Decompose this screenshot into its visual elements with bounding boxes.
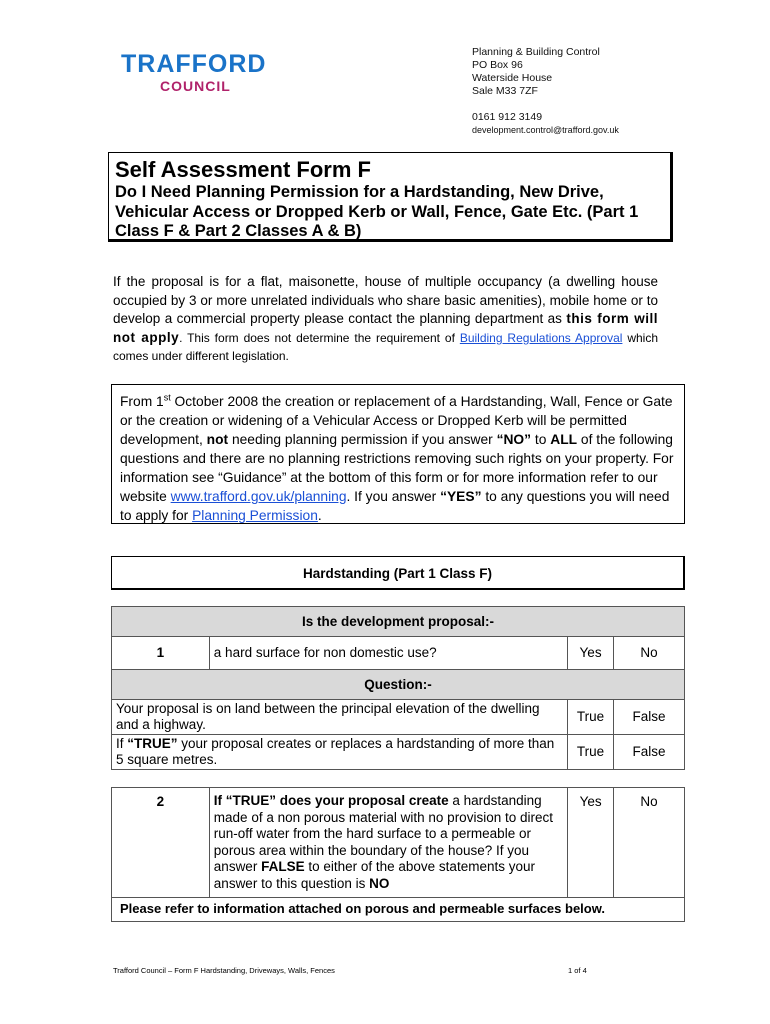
- question-text-part: to either of the above statements your answer to this question is: [213, 859, 535, 891]
- true-option[interactable]: True: [568, 700, 614, 735]
- phone-number: 0161 912 3149: [472, 111, 543, 123]
- address-line: Waterside House: [472, 72, 553, 84]
- question-bold: If “TRUE” does your proposal create: [213, 793, 449, 808]
- intro-text: If the proposal is for a flat, maisonette, house of multiple occupancy (a dwelling house occupied by 3 or more unrelated individuals who share basic amenities), mobile home or to develop a commercial property please contact the planning department as: [113, 274, 658, 326]
- notice-bold: “NO”: [496, 432, 532, 447]
- question-table-2: [111, 787, 685, 922]
- question-text: a hard surface for non domestic use?: [209, 637, 567, 670]
- question-table-1: [111, 606, 685, 770]
- notice-text: to any questions you will need to apply for: [120, 489, 670, 523]
- notice-text: . If you answer: [346, 489, 441, 504]
- table-header: Is the development proposal:-: [112, 607, 685, 637]
- notice-bold: not: [206, 432, 229, 447]
- address-block: [472, 46, 619, 137]
- question-text: [209, 788, 567, 898]
- council-logo-name: TRAFFORD: [121, 50, 267, 78]
- address-line: Planning & Building Control: [472, 46, 600, 58]
- yes-option[interactable]: Yes: [568, 637, 614, 670]
- intro-text: which comes under different legislation.: [113, 330, 659, 363]
- email-address[interactable]: development.control@trafford.gov.uk: [472, 125, 619, 135]
- notice-bold: “YES”: [440, 489, 482, 504]
- statement-text: your proposal creates or replaces a hardstanding of more than 5 square metres.: [116, 736, 555, 767]
- building-regulations-link[interactable]: Building Regulations Approval: [459, 330, 623, 345]
- no-option[interactable]: No: [614, 788, 685, 898]
- table-footer-note: Please refer to information attached on porous and permeable surfaces below.: [112, 898, 685, 922]
- question-number: 2: [112, 788, 210, 898]
- notice-sup: st: [163, 392, 171, 403]
- section-header: Hardstanding (Part 1 Class F): [111, 556, 685, 590]
- planning-permission-link[interactable]: Planning Permission: [192, 508, 318, 523]
- page-subtitle: Do I Need Planning Permission for a Hardstanding, New Drive, Vehicular Access or Dropped Kerb or Wall, Fence, Gate Etc. (Part 1 Class F & Part 2 Classes A & B): [115, 183, 639, 240]
- page-number: 1 of 4: [568, 966, 587, 975]
- no-option[interactable]: No: [614, 637, 685, 670]
- statement-text: If: [116, 736, 128, 751]
- question-bold: FALSE: [261, 859, 305, 874]
- page-title: Self Assessment Form F: [115, 157, 371, 182]
- question-bold: NO: [369, 875, 390, 891]
- notice-text: .: [317, 508, 322, 523]
- title-box: [108, 152, 673, 242]
- intro-bold: this form will not apply: [113, 311, 658, 345]
- notice-text: of the following questions and there are no planning restrictions removing such rights on your property. For information see “Guidance” at the bottom of this form or for more information refer to our website: [120, 432, 674, 504]
- notice-text: From 1: [120, 394, 164, 409]
- notice-text: needing planning permission if you answer: [228, 432, 497, 447]
- website-link[interactable]: www.trafford.gov.uk/planning: [170, 489, 347, 504]
- true-option[interactable]: True: [568, 735, 614, 770]
- notice-bold: ALL: [550, 432, 578, 447]
- false-option[interactable]: False: [614, 735, 685, 770]
- yes-option[interactable]: Yes: [568, 788, 614, 898]
- statement-2: [112, 735, 568, 770]
- notice-text: October 2008 the creation or replacement of a Hardstanding, Wall, Fence or Gate or the creation or widening of a Vehicular Access or Dropped Kerb will be permitted development,: [120, 394, 673, 447]
- statement-1: Your proposal is on land between the principal elevation of the dwelling and a highway.: [112, 700, 568, 735]
- address-line: PO Box 96: [472, 59, 523, 71]
- statement-bold: “TRUE”: [127, 736, 178, 751]
- question-text-part: a hardstanding made of a non porous material with no provision to direct run-off water from the hard surface to a permeable or porous area within the boundary of the house? If you answer: [213, 793, 553, 874]
- notice-text: to: [531, 432, 551, 447]
- question-header: Question:-: [112, 670, 685, 700]
- false-option[interactable]: False: [614, 700, 685, 735]
- notice-box: [111, 384, 685, 524]
- intro-paragraph: [113, 273, 658, 366]
- intro-text: . This form does not determine the requirement of: [179, 330, 460, 345]
- council-logo-sub: COUNCIL: [160, 78, 231, 94]
- page-footer-text: Trafford Council – Form F Hardstanding, Driveways, Walls, Fences: [113, 966, 335, 975]
- address-line: Sale M33 7ZF: [472, 85, 538, 97]
- question-number: 1: [112, 637, 210, 670]
